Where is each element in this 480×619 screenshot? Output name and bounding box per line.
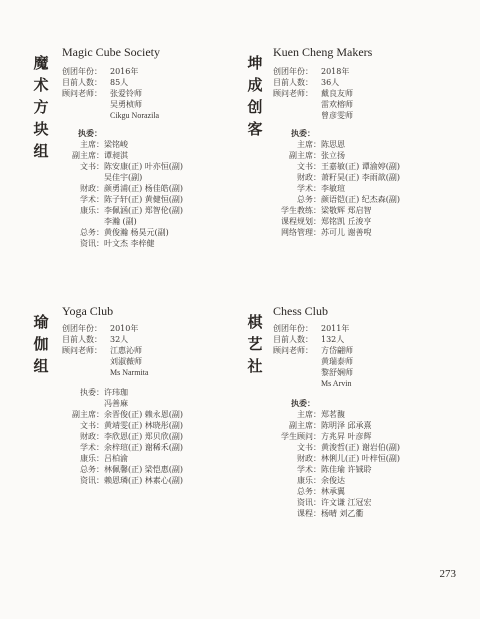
club-info	[62, 323, 148, 378]
member-line: 许玮珈	[104, 388, 128, 397]
title-char: 棋	[247, 313, 263, 331]
club-vertical-title	[30, 52, 52, 162]
member-line: 吕柏渝	[104, 454, 128, 463]
role-label: 学生教练：	[281, 206, 321, 215]
role-label: 副主席：	[289, 151, 321, 160]
member-line: 李佩涵(正) 郑智伦(副)	[104, 206, 184, 215]
role-label: 学生顾问：	[281, 432, 321, 441]
info-label: 顾问老师：	[62, 89, 102, 98]
info-value: 刘淑薇师	[110, 357, 142, 366]
info-label: 创团年份：	[273, 67, 313, 76]
club-english-name: Magic Cube Society	[62, 45, 160, 59]
member-line: 黄俊瀚 杨昊元(副)	[104, 228, 169, 237]
committee-heading: 执委：	[291, 128, 315, 138]
info-label: 目前人数：	[273, 78, 313, 87]
title-char: 术	[33, 76, 49, 94]
member-line: 许文谦 江冠宏	[321, 498, 372, 507]
role-label: 学术：	[80, 195, 104, 204]
club-vertical-title	[244, 311, 266, 377]
role-label: 网络管理：	[281, 228, 321, 237]
role-label: 财政：	[297, 454, 321, 463]
club-english-name: Yoga Club	[62, 304, 114, 318]
role-label: 学术：	[80, 443, 104, 452]
club-vertical-title	[244, 52, 266, 140]
page-number: 273	[439, 568, 456, 580]
member-line: 余俊达	[321, 476, 345, 485]
member-line: 余梓瑄(正) 谢稀禾(副)	[104, 443, 184, 452]
member-line: 黄靖雯(正) 林晓彤(副)	[104, 421, 184, 430]
title-char: 块	[33, 120, 49, 138]
member-line: 郑茗馥	[321, 410, 345, 419]
role-label: 总务：	[297, 487, 321, 496]
title-char: 成	[247, 76, 263, 94]
member-line: 王嘉敏(正) 谭渝婷(副)	[321, 162, 401, 171]
role-label: 学术：	[297, 465, 321, 474]
title-char: 社	[247, 357, 263, 375]
info-value: 黎舒娴师	[321, 368, 353, 377]
role-label: 副主席：	[289, 421, 321, 430]
member-line: 郑铭凯 丘浚亨	[321, 217, 372, 226]
role-label: 财政：	[80, 184, 104, 193]
member-line: 方兆昇 叶彦辉	[321, 432, 372, 441]
club-info	[273, 323, 353, 389]
role-label: 总务：	[297, 195, 321, 204]
info-value: 36人	[321, 78, 340, 87]
club-vertical-title	[30, 311, 52, 377]
role-label: 文书：	[297, 443, 321, 452]
role-label: 财政：	[297, 173, 321, 182]
role-label: 课程规划：	[281, 217, 321, 226]
info-value: 江惠沁师	[110, 346, 142, 355]
role-label: 康乐：	[80, 206, 104, 215]
title-char: 组	[33, 142, 49, 160]
role-label: 总务：	[80, 228, 104, 237]
info-value: 黄瑞泰师	[321, 357, 353, 366]
info-label: 顾问老师：	[62, 346, 102, 355]
role-label: 文书：	[297, 162, 321, 171]
committee-heading: 执委：	[291, 398, 315, 408]
info-label: 目前人数：	[62, 78, 102, 87]
member-line: 陈思恩	[321, 140, 345, 149]
info-value: 张爱铃师	[110, 89, 142, 98]
member-line: 颜语铠(正) 纪杰森(副)	[321, 195, 401, 204]
role-label: 财政：	[80, 432, 104, 441]
committee	[273, 398, 400, 519]
member-line: 梁铭峻	[104, 140, 128, 149]
role-label: 康乐：	[297, 476, 321, 485]
info-value: 132人	[321, 335, 345, 344]
info-value: 32人	[110, 335, 129, 344]
title-char: 客	[247, 120, 263, 138]
info-value: Ms Arvin	[321, 379, 352, 388]
role-label: 主席：	[297, 140, 321, 149]
club-info	[273, 66, 353, 121]
info-value: 方岱翩师	[321, 346, 353, 355]
member-line: 叶文杰 李梓健	[104, 239, 155, 248]
info-label: 创团年份：	[62, 67, 102, 76]
info-label: 目前人数：	[62, 335, 102, 344]
info-value: 吴勇桢师	[110, 100, 142, 109]
info-value: 2010年	[110, 324, 139, 333]
role-label: 主席：	[297, 410, 321, 419]
club-english-name: Chess Club	[273, 304, 329, 318]
role-label: 副主席：	[72, 410, 104, 419]
info-label: 顾问老师：	[273, 89, 313, 98]
member-line: 谭昶淇	[104, 151, 128, 160]
committee-heading: 执委：	[80, 388, 104, 397]
info-value: 85人	[110, 78, 129, 87]
title-char: 坤	[247, 54, 263, 72]
committee	[62, 128, 183, 249]
title-char: 魔	[33, 54, 49, 72]
member-line: 赖恩璘(正) 林素心(副)	[104, 476, 184, 485]
role-label: 文书：	[80, 162, 104, 171]
info-label: 目前人数：	[273, 335, 313, 344]
member-line: 李瀚 (副)	[104, 217, 137, 226]
member-line: 余晋俊(正) 赖永恩(副)	[104, 410, 184, 419]
member-line: 李欣恩(正) 郑贝欣(副)	[104, 432, 184, 441]
info-value: 曾彦雯师	[321, 111, 353, 120]
member-line: 李敏瑄	[321, 184, 345, 193]
member-line: 林佩馨(正) 梁恺惠(副)	[104, 465, 184, 474]
member-line: 陈佳瑜 许铖聆	[321, 465, 372, 474]
member-line: 萧籽昊(正) 李雨歆(副)	[321, 173, 401, 182]
role-label: 康乐：	[80, 454, 104, 463]
club-info	[62, 66, 159, 121]
role-label: 资讯：	[297, 498, 321, 507]
info-value: Ms Narmita	[110, 368, 149, 377]
title-char: 创	[247, 98, 263, 116]
committee	[273, 128, 400, 238]
info-value: 2011年	[321, 324, 350, 333]
role-label: 主席：	[80, 140, 104, 149]
member-line: 张立扬	[321, 151, 345, 160]
title-char: 方	[33, 98, 49, 116]
info-label: 创团年份：	[273, 324, 313, 333]
role-label: 总务：	[80, 465, 104, 474]
info-value: Cikgu Norazila	[110, 111, 160, 120]
info-value: 戴良友师	[321, 89, 353, 98]
member-line: 陈安康(正) 叶亦恒(副)	[104, 162, 184, 171]
title-char: 艺	[247, 335, 263, 353]
role-label: 资讯：	[80, 476, 104, 485]
title-char: 瑜	[33, 313, 49, 331]
title-char: 组	[33, 357, 49, 375]
info-value: 2016年	[110, 67, 139, 76]
member-line: 林承翼	[321, 487, 345, 496]
member-line: 吴佳宇(副)	[104, 173, 143, 182]
title-char: 伽	[33, 335, 49, 353]
role-label: 文书：	[80, 421, 104, 430]
role-label: 资讯：	[80, 239, 104, 248]
member-line: 林俐儿(正) 叶梓恒(副)	[321, 454, 401, 463]
club-english-name: Kuen Cheng Makers	[273, 45, 373, 59]
member-line: 黄浚哲(正) 谢岩伯(副)	[321, 443, 401, 452]
role-label: 学术：	[297, 184, 321, 193]
info-value: 2018年	[321, 67, 350, 76]
member-line: 颜勇浦(正) 杨佳皓(副)	[104, 184, 184, 193]
info-label: 顾问老师：	[273, 346, 313, 355]
member-line: 杨晴 刘乙衢	[321, 509, 364, 518]
committee	[62, 387, 183, 486]
info-label: 创团年份：	[62, 324, 102, 333]
member-line: 苏可儿 谢善唲	[321, 228, 372, 237]
info-value: 雷欢榕师	[321, 100, 353, 109]
role-label: 副主席：	[72, 151, 104, 160]
committee-heading: 执委：	[78, 128, 102, 138]
role-label: 课程：	[297, 509, 321, 518]
member-line: 梁敬辉 郑启智	[321, 206, 372, 215]
member-line: 冯善麻	[104, 399, 128, 408]
member-line: 陈明泽 邱承熹	[321, 421, 372, 430]
member-line: 陈子轩(正) 黄健恒(副)	[104, 195, 184, 204]
